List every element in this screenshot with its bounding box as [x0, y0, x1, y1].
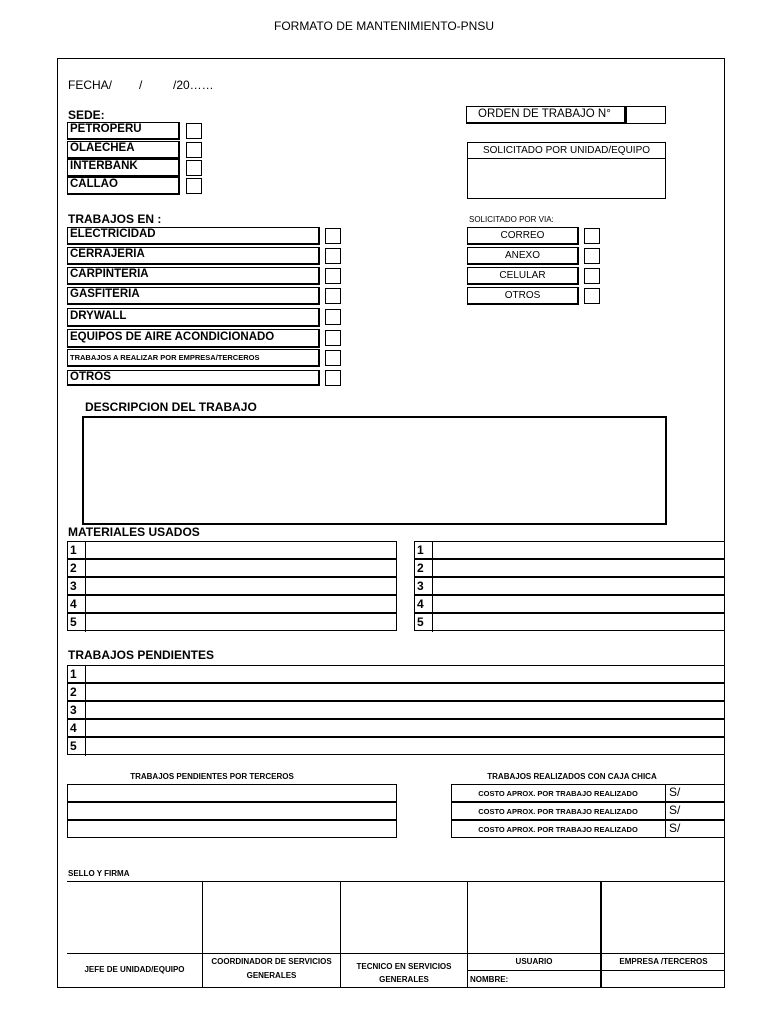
- sede-interbank: INTERBANK: [67, 159, 180, 177]
- row-number: 4: [415, 596, 433, 614]
- caja-chica-row: [451, 802, 725, 820]
- row-number: 3: [68, 578, 86, 596]
- firma-tecnico-area[interactable]: [341, 882, 467, 953]
- currency-label: S/: [669, 803, 681, 817]
- page-title: FORMATO DE MANTENIMIENTO-PNSU: [273, 19, 494, 33]
- via-correo-checkbox[interactable]: [584, 228, 600, 244]
- coordinador-label-line2: GENERALES: [246, 971, 297, 980]
- descripcion-textarea[interactable]: [82, 416, 667, 525]
- firma-empresa-area[interactable]: [602, 882, 725, 953]
- caja-chica-label: TRABAJOS REALIZADOS CON CAJA CHICA: [487, 772, 657, 781]
- materiales-left-row[interactable]: [67, 595, 397, 613]
- orden-trabajo-label: ORDEN DE TRABAJO N°: [478, 108, 611, 120]
- materiales-left-row[interactable]: [67, 577, 397, 595]
- materiales-left-row[interactable]: [67, 559, 397, 577]
- empresa-label: EMPRESA /TERCEROS: [619, 957, 708, 966]
- caja-chica-row-label: COSTO APROX. POR TRABAJO REALIZADO: [478, 825, 638, 834]
- coordinador-label-line1: COORDINADOR DE SERVICIOS: [211, 957, 332, 966]
- orden-trabajo-input[interactable]: [626, 106, 666, 124]
- row-number: 1: [415, 542, 433, 560]
- trabajo-cerrajeria-checkbox[interactable]: [325, 248, 341, 264]
- pendiente-row[interactable]: [67, 719, 725, 737]
- via-label: SOLICITADO POR VIA:: [469, 215, 554, 224]
- descripcion-label: DESCRIPCION DEL TRABAJO: [85, 400, 257, 414]
- caja-chica-amount[interactable]: [665, 784, 726, 802]
- firma-usuario-area[interactable]: [468, 882, 600, 953]
- fecha-label: FECHA/: [68, 78, 113, 92]
- via-celular: CELULAR: [467, 267, 579, 285]
- sede-label: SEDE:: [68, 108, 105, 122]
- trabajo-drywall: DRYWALL: [67, 308, 320, 327]
- currency-label: S/: [669, 821, 681, 835]
- materiales-label: MATERIALES USADOS: [68, 525, 200, 539]
- row-number: 2: [68, 684, 86, 702]
- materiales-right-row[interactable]: [414, 559, 725, 577]
- nombre-label: NOMBRE:: [470, 975, 509, 984]
- row-number: 3: [68, 702, 86, 720]
- via-anexo: ANEXO: [467, 247, 579, 265]
- materiales-left-row[interactable]: [67, 541, 397, 559]
- row-number: 3: [415, 578, 433, 596]
- tecnico-label-line2: GENERALES: [379, 975, 429, 984]
- via-correo: CORREO: [467, 227, 579, 245]
- caja-chica-amount[interactable]: [665, 820, 726, 838]
- row-number: 4: [68, 720, 86, 738]
- caja-chica-amount[interactable]: [665, 802, 726, 820]
- row-number: 5: [68, 738, 86, 756]
- terceros-row[interactable]: [67, 784, 397, 802]
- trabajo-empresa-terceros-checkbox[interactable]: [325, 350, 341, 366]
- caja-chica-row-label: COSTO APROX. POR TRABAJO REALIZADO: [478, 807, 638, 816]
- trabajo-empresa-terceros: TRABAJOS A REALIZAR POR EMPRESA/TERCEROS: [67, 349, 320, 367]
- trabajo-otros-checkbox[interactable]: [325, 370, 341, 386]
- currency-label: S/: [669, 785, 681, 799]
- sede-olaechea: OLAECHEA: [67, 141, 180, 159]
- solicitado-unidad-input[interactable]: [467, 158, 666, 199]
- trabajos-en-label: TRABAJOS EN :: [68, 212, 162, 226]
- solicitado-unidad-header: [467, 142, 666, 159]
- row-number: 5: [415, 614, 433, 632]
- sello-label: SELLO Y FIRMA: [68, 869, 130, 878]
- pendiente-row[interactable]: [67, 665, 725, 683]
- trabajo-electricidad: ELECTRICIDAD: [67, 227, 320, 245]
- pendiente-row[interactable]: [67, 737, 725, 755]
- terceros-label: TRABAJOS PENDIENTES POR TERCEROS: [130, 772, 294, 781]
- via-otros-checkbox[interactable]: [584, 288, 600, 304]
- row-number: 2: [415, 560, 433, 578]
- row-number: 1: [68, 542, 86, 560]
- via-celular-checkbox[interactable]: [584, 268, 600, 284]
- orden-trabajo-box: [466, 106, 626, 124]
- terceros-row[interactable]: [67, 802, 397, 820]
- materiales-right-row[interactable]: [414, 613, 725, 631]
- fecha-year: /20……: [173, 78, 214, 92]
- trabajo-aire-acondicionado-checkbox[interactable]: [325, 330, 341, 346]
- firma-coordinador-area[interactable]: [203, 882, 340, 953]
- materiales-right-row[interactable]: [414, 595, 725, 613]
- jefe-label: JEFE DE UNIDAD/EQUIPO: [84, 965, 185, 974]
- terceros-row[interactable]: [67, 820, 397, 838]
- usuario-label: USUARIO: [515, 957, 553, 966]
- materiales-right-row[interactable]: [414, 577, 725, 595]
- trabajo-gasfiteria: GASFITERIA: [67, 287, 320, 305]
- sede-interbank-checkbox[interactable]: [186, 160, 202, 176]
- row-number: 2: [68, 560, 86, 578]
- trabajo-cerrajeria: CERRAJERIA: [67, 247, 320, 265]
- trabajo-gasfiteria-checkbox[interactable]: [325, 288, 341, 304]
- trabajo-electricidad-checkbox[interactable]: [325, 228, 341, 244]
- signature-row-separator: [67, 953, 725, 954]
- pendientes-label: TRABAJOS PENDIENTES: [68, 648, 215, 662]
- via-otros: OTROS: [467, 287, 579, 305]
- tecnico-label-line1: TECNICO EN SERVICIOS: [356, 962, 452, 971]
- trabajo-aire-acondicionado: EQUIPOS DE AIRE ACONDICIONADO: [67, 329, 320, 348]
- solicitado-unidad-label: SOLICITADO POR UNIDAD/EQUIPO: [482, 145, 651, 156]
- sede-callao-checkbox[interactable]: [186, 178, 202, 194]
- row-number: 4: [68, 596, 86, 614]
- caja-chica-row: [451, 784, 725, 802]
- sede-olaechea-checkbox[interactable]: [186, 142, 202, 158]
- trabajo-otros: OTROS: [67, 370, 320, 386]
- trabajo-drywall-checkbox[interactable]: [325, 309, 341, 325]
- trabajo-carpinteria-checkbox[interactable]: [325, 268, 341, 284]
- materiales-right-row[interactable]: [414, 541, 725, 559]
- sede-petroperu: PETROPERU: [67, 122, 180, 140]
- row-number: 5: [68, 614, 86, 632]
- caja-chica-row-label: COSTO APROX. POR TRABAJO REALIZADO: [478, 789, 638, 798]
- usuario-nombre-separator: [467, 970, 725, 971]
- trabajo-carpinteria: CARPINTERIA: [67, 267, 320, 285]
- pendiente-row[interactable]: [67, 701, 725, 719]
- fecha-separator: /: [139, 78, 143, 92]
- caja-chica-row: [451, 820, 725, 838]
- pendiente-row[interactable]: [67, 683, 725, 701]
- sede-petroperu-checkbox[interactable]: [186, 123, 202, 139]
- materiales-left-row[interactable]: [67, 613, 397, 631]
- firma-jefe-area[interactable]: [67, 882, 202, 953]
- row-number: 1: [68, 666, 86, 684]
- via-anexo-checkbox[interactable]: [584, 248, 600, 264]
- sede-callao: CALLAO: [67, 177, 180, 195]
